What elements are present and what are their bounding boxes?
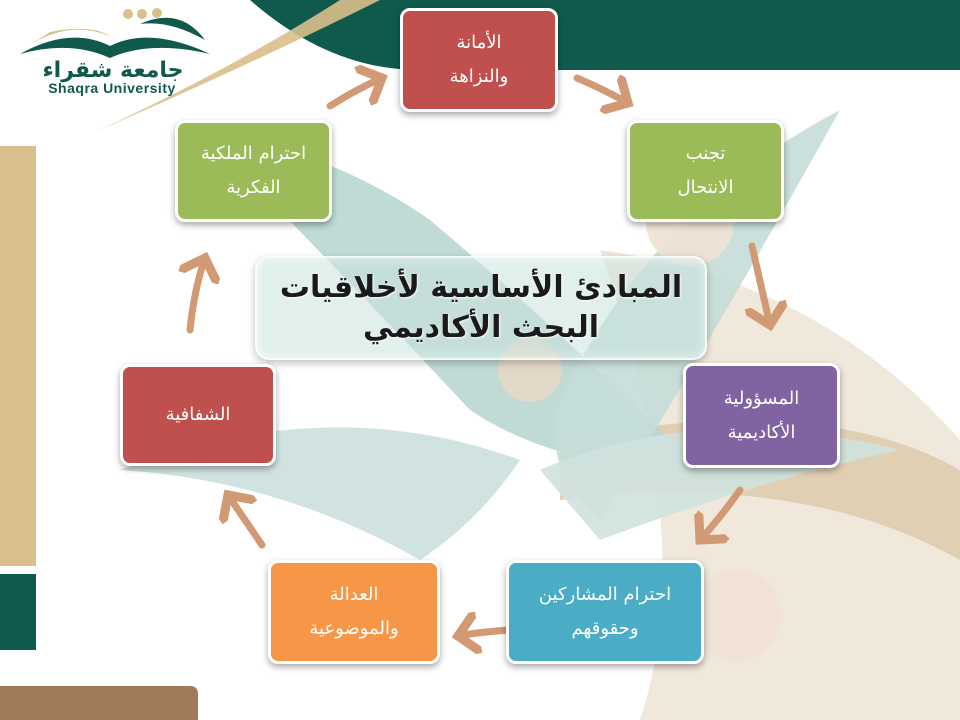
node-academic-responsibility bbox=[683, 363, 840, 468]
node-avoid-plagiarism-line1: تجنب bbox=[685, 143, 726, 164]
title-line-1: المبادئ الأساسية لأخلاقيات bbox=[279, 270, 683, 305]
node-transparency-line1: الشفافية bbox=[165, 404, 231, 425]
node-academic-responsibility-line1: المسؤولية bbox=[723, 387, 800, 409]
arrow-integrity-to-plagiarism bbox=[577, 78, 628, 103]
node-justice-objectivity-line2: والموضوعية bbox=[309, 618, 399, 639]
arrow-transparency-to-property bbox=[190, 258, 205, 330]
logo-english-name: Shaqra University bbox=[48, 80, 176, 96]
node-intellectual-property-line1: احترام الملكية bbox=[200, 143, 307, 164]
node-intellectual-property bbox=[175, 120, 332, 222]
node-justice-objectivity bbox=[268, 560, 440, 664]
arrow-justice-to-transparency bbox=[228, 495, 262, 545]
title-line-2: البحث الأكاديمي bbox=[362, 310, 600, 345]
arrow-participants-to-justice bbox=[458, 630, 510, 636]
node-respect-participants bbox=[506, 560, 704, 664]
node-integrity-line2: والنزاهة bbox=[449, 66, 509, 87]
node-avoid-plagiarism bbox=[627, 120, 784, 222]
node-transparency bbox=[120, 364, 276, 466]
arrow-plagiarism-to-responsibility bbox=[752, 246, 770, 325]
node-justice-objectivity-line1: العدالة bbox=[329, 584, 379, 605]
node-integrity-line1: الأمانة bbox=[456, 32, 502, 53]
node-avoid-plagiarism-line2: الانتحال bbox=[677, 177, 734, 198]
node-respect-participants-line2: وحقوقهم bbox=[571, 618, 639, 639]
arrow-property-to-integrity bbox=[330, 78, 382, 106]
node-respect-participants-line1: احترام المشاركين bbox=[538, 584, 672, 605]
diagram-title bbox=[255, 256, 707, 360]
node-integrity bbox=[400, 8, 558, 112]
logo-arabic-name: جامعة شقراء bbox=[42, 58, 184, 83]
arrow-responsibility-to-participants bbox=[700, 490, 740, 540]
node-intellectual-property-line2: الفكرية bbox=[226, 177, 281, 198]
node-academic-responsibility-line2: الأكاديمية bbox=[727, 421, 796, 443]
